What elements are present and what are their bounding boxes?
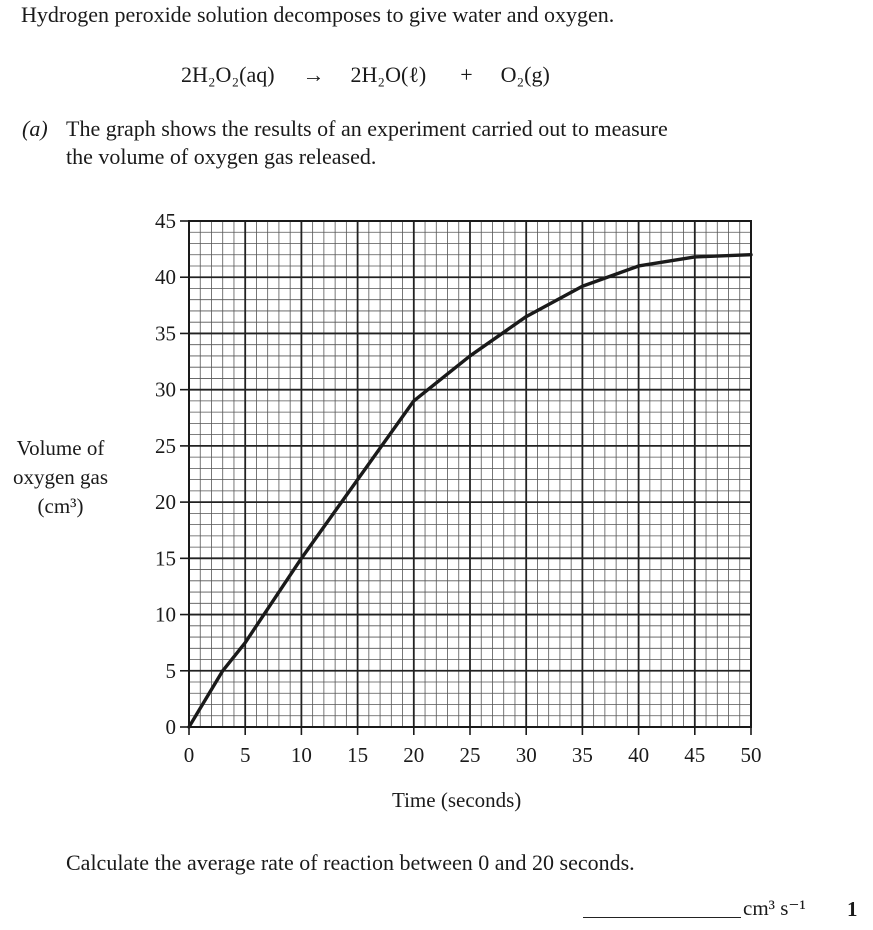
x-tick-label: 45 <box>684 743 706 767</box>
y-tick-labels <box>155 209 176 739</box>
x-tick-label: 0 <box>183 743 195 767</box>
question-prompt: Calculate the average rate of reaction between 0 and 20 seconds. <box>66 850 635 875</box>
y-axis-label-line-1: Volume of <box>16 436 105 460</box>
x-tick-labels <box>184 743 762 767</box>
x-axis-label: Time (seconds) <box>392 788 522 812</box>
x-tick-label: 15 <box>347 743 369 767</box>
marks-value: 1 <box>847 897 858 921</box>
answer-unit: cm³ s⁻¹ <box>743 896 806 920</box>
equation-arrow: → <box>302 62 325 87</box>
x-tick-label: 5 <box>239 743 251 767</box>
equation-reactant: 2H₂O₂(aq) <box>181 62 275 87</box>
y-tick-label: 40 <box>155 265 176 290</box>
y-tick-label: 20 <box>155 490 176 515</box>
major-gridlines <box>189 221 751 727</box>
x-tick-label: 10 <box>290 743 312 767</box>
question-text-line-1: The graph shows the results of an experiment carried out to measure <box>66 116 668 141</box>
y-axis-label-line-3: (cm³) <box>37 494 84 518</box>
x-tick-label: 25 <box>459 743 481 767</box>
y-tick-label: 25 <box>155 433 176 458</box>
x-tick-label: 50 <box>740 743 762 767</box>
x-tick-label: 35 <box>571 743 593 767</box>
question-text-line-2: the volume of oxygen gas released. <box>66 144 377 169</box>
question-label: (a) <box>22 116 48 141</box>
tick-marks <box>180 221 751 735</box>
intro-text: Hydrogen peroxide solution decomposes to give water and oxygen. <box>21 2 615 27</box>
y-tick-label: 45 <box>155 209 176 233</box>
equation-plus: + <box>460 62 473 87</box>
y-tick-label: 35 <box>155 321 176 346</box>
y-axis-label <box>0 434 121 521</box>
y-tick-label: 5 <box>165 658 176 683</box>
x-tick-label: 30 <box>515 743 537 767</box>
x-tick-label: 40 <box>628 743 650 767</box>
y-tick-label: 30 <box>155 377 176 402</box>
y-tick-label: 15 <box>155 546 176 571</box>
y-tick-label: 10 <box>155 602 176 627</box>
answer-line[interactable] <box>583 917 741 918</box>
equation-product-oxygen: O₂(g) <box>500 62 550 87</box>
y-tick-label: 0 <box>165 715 176 739</box>
x-tick-label: 20 <box>403 743 425 767</box>
y-axis-label-line-2: oxygen gas <box>12 465 109 489</box>
equation-product-water: 2H₂O(ℓ) <box>350 62 427 87</box>
